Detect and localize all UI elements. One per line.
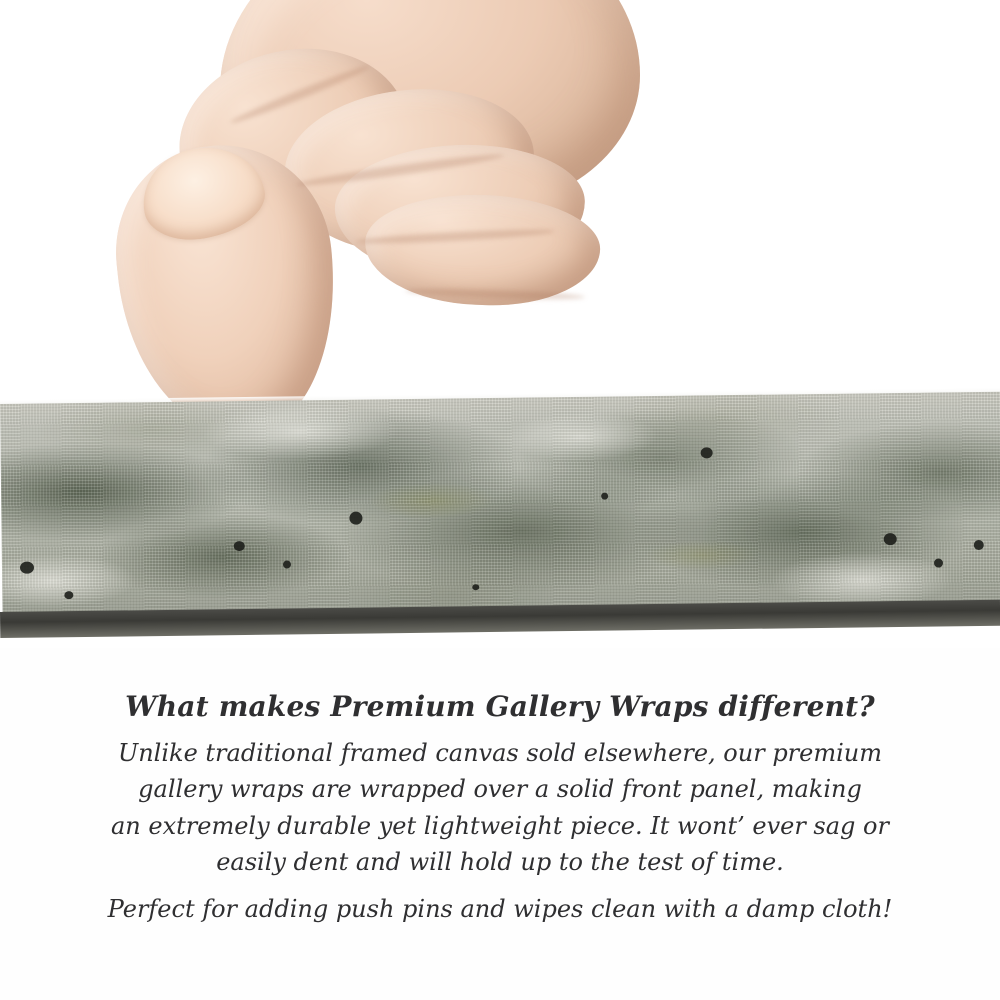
canvas-speck xyxy=(884,533,897,545)
caption-line: gallery wraps are wrapped over a solid front panel, making xyxy=(138,775,862,804)
canvas-speck xyxy=(974,540,984,550)
canvas-speck xyxy=(349,512,362,525)
canvas-weave-texture xyxy=(0,392,1000,626)
canvas-speck xyxy=(64,591,73,599)
caption-line: Unlike traditional framed canvas sold elsewhere, our premium xyxy=(117,739,882,767)
canvas-speck xyxy=(601,493,608,500)
caption-line: easily dent and will hold up to the test of time. xyxy=(216,848,784,877)
hand-illustration xyxy=(120,0,640,440)
canvas-speck xyxy=(234,541,245,551)
canvas-wrap-edge xyxy=(0,392,1000,626)
caption-closing-line: Perfect for adding push pins and wipes clean with a damp cloth! xyxy=(107,894,893,923)
caption-line: an extremely durable yet lightweight piece. It wont’ ever sag or xyxy=(111,811,889,840)
canvas-speck xyxy=(283,560,291,568)
caption-title: What makes Premium Gallery Wraps different? xyxy=(125,690,875,723)
canvas-speck xyxy=(472,584,479,590)
caption-block xyxy=(0,690,1000,927)
canvas-speck xyxy=(701,447,713,458)
canvas-speck xyxy=(20,562,34,574)
canvas-speck xyxy=(934,558,943,567)
